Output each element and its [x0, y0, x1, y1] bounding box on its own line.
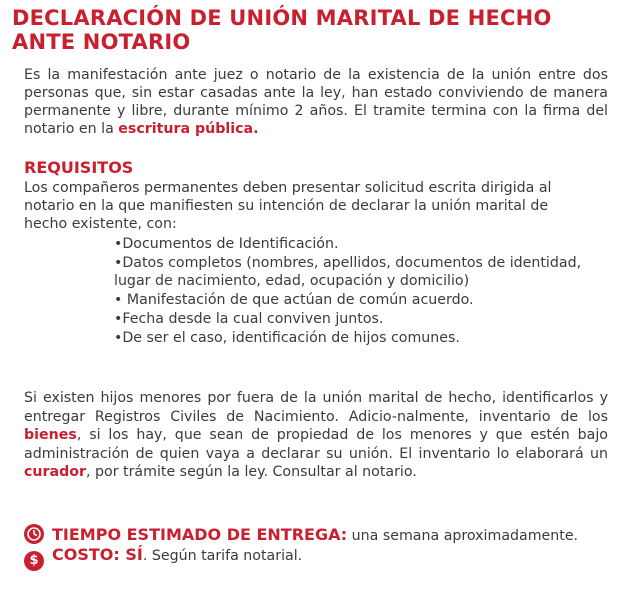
bienes-highlight: bienes — [24, 427, 77, 443]
delivery-time-row — [24, 524, 578, 546]
clock-icon — [24, 524, 44, 544]
requirements-heading: REQUISITOS — [24, 158, 134, 177]
title-line-2: ANTE NOTARIO — [12, 30, 191, 54]
intro-paragraph — [24, 66, 608, 138]
curador-highlight: curador — [24, 464, 86, 480]
requirements-intro: Los compañeros permanentes deben presentar solicitud escrita dirigida al notario en la que manifiesten su intención de declarar la unión marital de hecho existente, con: — [24, 180, 552, 232]
minors-text-3: , por trámite según la ley. Consultar al notario. — [85, 464, 417, 480]
intro-text: Es la manifestación ante juez o notario de la existencia de la unión entre dos personas que, sin estar casadas ante la ley, han estado conviviendo de manera permanente y libre, durante mínimo 2 años. El tramite termina con la firma del notario en la — [24, 67, 608, 137]
cost-label: COSTO: — [52, 545, 120, 564]
cost-value-bold: SÍ — [119, 545, 143, 564]
delivery-time-value: una semana aproximadamente. — [347, 528, 579, 544]
requirements-list — [114, 235, 594, 347]
requirement-item: • Manifestación de que actúan de común acuerdo. — [114, 292, 474, 309]
requirement-item: •De ser el caso, identificación de hijos comunes. — [114, 329, 460, 346]
cost-value: . Según tarifa notarial. — [142, 548, 303, 564]
title-line-1: DECLARACIÓN DE UNIÓN MARITAL DE HECHO — [12, 6, 552, 30]
minors-paragraph — [24, 389, 608, 482]
cost-row — [24, 545, 302, 571]
minors-text-2: , si los hay, que sean de propiedad de los menores y que estén bajo administración de quien vaya a declarar su unión. El inventario lo elaborará un — [24, 427, 608, 462]
delivery-time-label: TIEMPO ESTIMADO DE ENTREGA: — [52, 525, 348, 544]
requirement-item: •Documentos de Identificación. — [114, 236, 339, 252]
requirement-item: •Fecha desde la cual conviven juntos. — [114, 310, 384, 327]
requirement-item: •Datos completos (nombres, apellidos, documentos de identidad, lugar de nacimiento, edad, ocupación y domicilio) — [114, 254, 582, 290]
intro-highlight: escritura pública. — [118, 121, 259, 137]
dollar-icon: $ — [24, 551, 44, 571]
minors-text-1: Si existen hijos menores por fuera de la unión marital de hecho, identificarlos y entregar Registros Civiles de Nacimiento. Adicio-nalmente, inventario de los — [24, 390, 608, 425]
page-title — [12, 6, 612, 54]
